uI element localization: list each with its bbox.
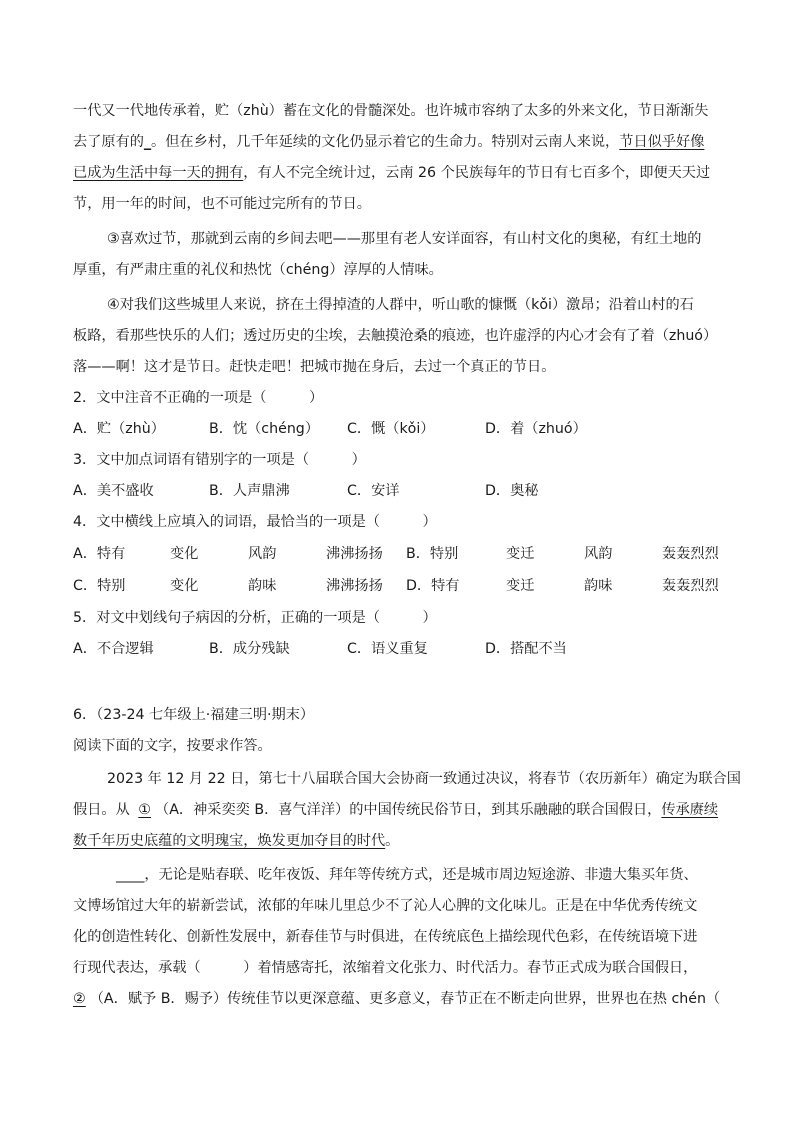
q3-option-c[interactable]: C．安详 (347, 483, 400, 499)
text: 去了原有的 (73, 134, 144, 150)
q6-paragraph-1: 2023 年 12 月 22 日，第七十八届联合国大会协商一致通过决议，将春节（农历新年）确定为联合国 (107, 771, 741, 787)
q2-option-b[interactable]: B．忱（chéng） (209, 421, 320, 437)
q3-option-a[interactable]: A．美不盛收 (73, 483, 154, 499)
paragraph-4: ④对我们这些城里人来说，挤在土得掉渣的人群中，听山歌的慷慨（kǒi）激昂；沿着山村的石 (107, 297, 694, 313)
q2-option-c[interactable]: C．慨（kǒi） (347, 421, 435, 437)
passage-line: 节，用一年的时间，也不可能过完所有的节日。 (73, 196, 371, 212)
blank: _ (143, 134, 152, 150)
q4-option-b[interactable]: B．特别 (406, 546, 459, 562)
q5-option-d[interactable]: D．搭配不当 (485, 641, 567, 657)
q4-option-d[interactable]: D．特有 (406, 578, 460, 594)
question-6-header: 6．（23-24 七年级上·福建三明·期末） (73, 707, 315, 723)
text: 假日。从 (73, 802, 130, 818)
text: 。 (385, 833, 400, 849)
paragraph-3: ③喜欢过节，那就到云南的乡间去吧——那里有老人安详面容，有山村文化的奥秘，有红土地的 (107, 231, 702, 247)
q5-option-a[interactable]: A．不合逻辑 (73, 641, 154, 657)
q4-cell: 变迁 (506, 546, 535, 562)
text: （A．赋予 B．赐予）传统佳节以更深意蕴、更多意义，春节正在不断走向世界，世界也在热 chén（ (89, 991, 721, 1007)
passage-line: 厚重，有严肃庄重的礼仪和热忱（chéng）淳厚的人情味。 (73, 262, 443, 278)
question-4-stem: 4．文中横线上应填入的词语，最恰当的一项是（ ） (73, 514, 437, 530)
q4-cell: 轰轰烈烈 (662, 546, 719, 562)
blank: ____ (116, 867, 145, 883)
question-2-stem: 2．文中注音不正确的一项是（ ） (73, 390, 324, 406)
q4-cell: 变化 (170, 578, 199, 594)
text: ，无论是贴春联、吃年夜饭、拜年等传统方式，还是城市周边短途游、非遗大集买年货、 (144, 867, 698, 883)
q5-option-c[interactable]: C．语义重复 (347, 641, 428, 657)
blank-2: ② (73, 991, 86, 1007)
underlined-sentence: 节日似乎好像 (619, 134, 705, 150)
question-3-stem: 3．文中加点词语有错别字的一项是（ ） (73, 452, 366, 468)
q4-cell: 韵味 (584, 578, 613, 594)
passage-line: 化的创造性转化、创新性发展中，新春佳节与时俱进，在传统底色上描绘现代色彩，在传统语境下进 (73, 929, 698, 945)
passage-line (73, 830, 399, 852)
underlined-sentence: 传承赓续 (661, 802, 719, 818)
q4-cell: 变化 (170, 546, 199, 562)
passage-line (73, 162, 710, 184)
passage-line (73, 799, 718, 821)
q3-option-d[interactable]: D．奥秘 (485, 483, 539, 499)
q2-option-d[interactable]: D．着（zhuó） (485, 421, 587, 437)
q6-paragraph-2 (116, 864, 698, 886)
q4-cell: 风韵 (584, 546, 613, 562)
q5-option-b[interactable]: B．成分残缺 (209, 641, 290, 657)
q3-option-b[interactable]: B．人声鼎沸 (209, 483, 290, 499)
underlined-sentence: 数千年历史底蕴的文明瑰宝，焕发更加夺目的时代 (73, 833, 386, 849)
q2-option-a[interactable]: A．贮（zhù） (73, 421, 165, 437)
passage-line: 行现代表达，承载（ ）着情感寄托，浓缩着文化张力、时代活力。春节正式成为联合国假日， (73, 960, 698, 976)
q4-cell: 变迁 (506, 578, 535, 594)
passage-line: 一代又一代地传承着，贮（zhù）蓄在文化的骨髓深处。也许城市容纳了太多的外来文化，节日渐渐失 (73, 103, 709, 119)
q4-cell: 轰轰烈烈 (662, 578, 719, 594)
underlined-sentence: 已成为生活中每一天的拥有 (73, 165, 244, 181)
passage-line: 落——啊！这才是节日。赶快走吧！把城市抛在身后，去过一个真正的节日。 (73, 359, 556, 375)
text: 。但在乡村，几千年延续的文化仍显示着它的生命力。特别对云南人来说， (151, 134, 620, 150)
blank-1: ① (138, 802, 152, 818)
q4-option-a[interactable]: A．特有 (73, 546, 126, 562)
text: （A．神采奕奕 B．喜气洋洋）的中国传统民俗节日，到其乐融融的联合国假日， (155, 802, 662, 818)
text: ，有人不完全统计过，云南 26 个民族每年的节日有七百多个，即便天天过 (243, 165, 711, 181)
question-6-instruction: 阅读下面的文字，按要求作答。 (73, 738, 272, 754)
passage-line (73, 988, 720, 1010)
passage-line: 文博场馆过大年的崭新尝试，浓郁的年味儿里总少不了沁人心脾的文化味儿。正是在中华优秀传统文 (73, 898, 698, 914)
q4-cell: 风韵 (248, 546, 277, 562)
passage-line: 板路，看那些快乐的人们；透过历史的尘埃，去触摸沧桑的痕迹，也许虚浮的内心才会有了着（zhuó） (73, 328, 718, 344)
q4-cell: 沸沸扬扬 (326, 546, 383, 562)
question-5-stem: 5．对文中划线句子病因的分析，正确的一项是（ ） (73, 610, 437, 626)
q4-cell: 韵味 (248, 578, 277, 594)
q4-option-c[interactable]: C．特别 (73, 578, 126, 594)
q4-cell: 沸沸扬扬 (326, 578, 383, 594)
passage-line (73, 131, 704, 153)
